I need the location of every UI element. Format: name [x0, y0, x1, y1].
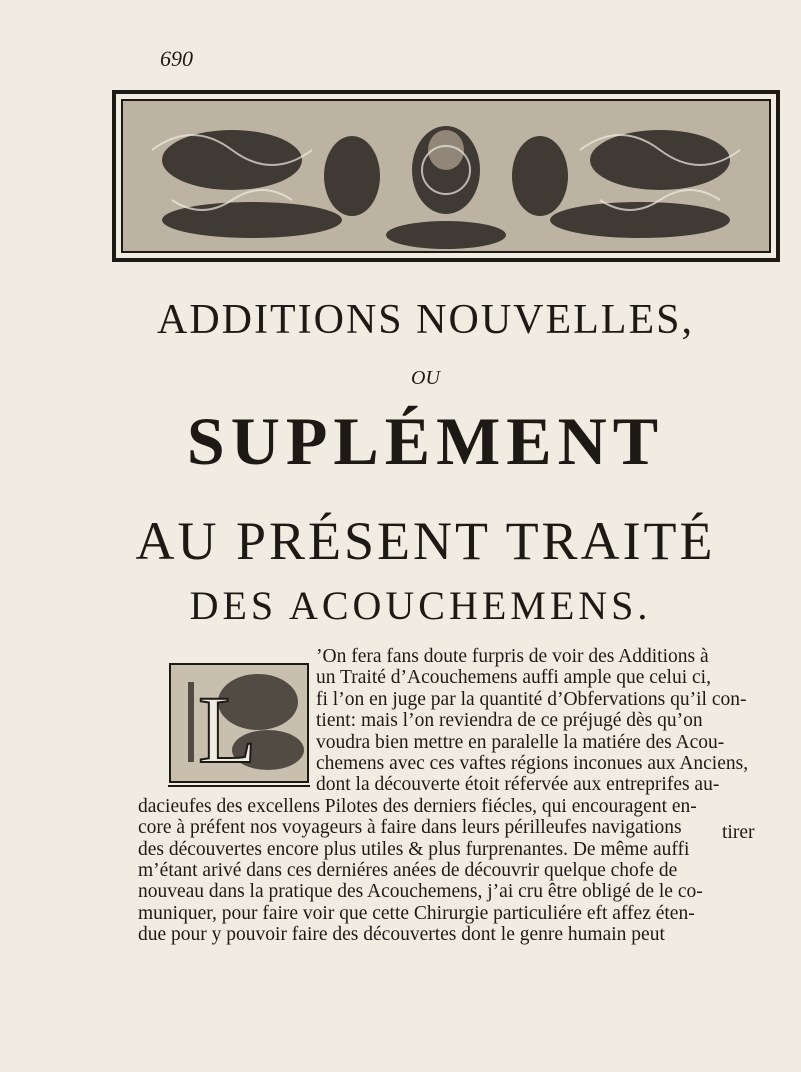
body-line: due pour y pouvoir faire des découvertes dont le genre humain peut — [138, 924, 665, 946]
body-line: voudra bien mettre en paralelle la matiére des Acou- — [316, 731, 725, 753]
body-line: dont la découverte étoit réfervée aux entreprifes au- — [316, 774, 720, 796]
ornamental-headpiece — [112, 90, 780, 262]
drop-cap-letter: L — [198, 676, 257, 783]
body-line: chemens avec ces vaftes régions inconues aux Anciens, — [316, 753, 749, 774]
title-au-present-traite: AU PRÉSENT TRAITÉ — [135, 511, 716, 571]
title-ou: OU — [411, 367, 440, 389]
body-line: tient: mais l’on reviendra de ce préjugé dès qu’on — [316, 710, 703, 732]
body-line: nouveau dans la pratique des Acouchemens, j’ai cru être obligé de le co- — [138, 881, 703, 903]
body-line: des découvertes encore plus utiles & plus furprenantes. De même auffi — [138, 838, 690, 860]
body-line: fi l’on en juge par la quantité d’Obfervations qu’il con- — [316, 688, 747, 710]
body-line: dacieufes des excellens Pilotes des derniers fiécles, qui encouragent en- — [138, 795, 697, 817]
page-number: 690 — [160, 46, 193, 71]
title-des-acouchemens: DES ACOUCHEMENS. — [189, 583, 652, 628]
title-suplement: SUPLÉMENT — [186, 403, 665, 479]
body-line: ’On fera fans doute furpris de voir des Additions à — [316, 646, 709, 667]
body-line: un Traité d’Acouchemens auffi ample que celui ci, — [316, 667, 711, 689]
decorated-initial-letter — [168, 662, 310, 790]
title-additions-nouvelles: ADDITIONS NOUVELLES, — [157, 297, 694, 343]
body-line: m’étant arivé dans ces derniéres anées de découvrir quelque chofe de — [138, 860, 678, 881]
catchword: tirer — [722, 822, 755, 843]
body-line: muniquer, pour faire voir que cette Chirurgie particuliére eft affez éten- — [138, 902, 695, 924]
body-line: core à préfent nos voyageurs à faire dans leurs périlleufes navigations — [138, 817, 682, 839]
